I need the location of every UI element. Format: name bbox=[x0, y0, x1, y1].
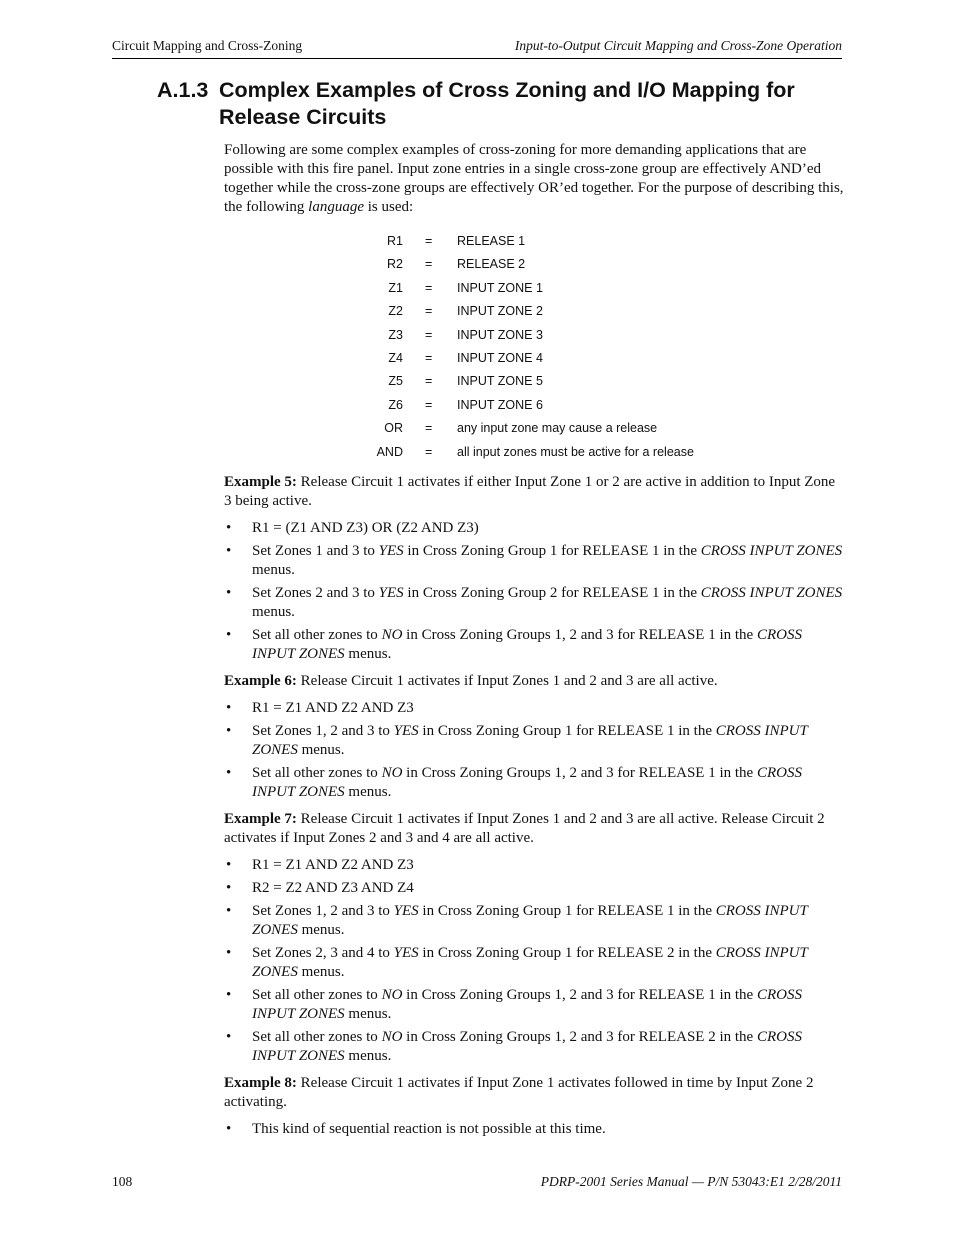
example-label: Example 5: bbox=[224, 473, 297, 490]
page-number: 108 bbox=[112, 1174, 133, 1189]
definition-value: INPUT ZONE 1 bbox=[457, 280, 543, 295]
bullet-text: Set all other zones to bbox=[252, 1028, 382, 1045]
bullet-italic-text: CROSS INPUT ZONES bbox=[252, 626, 802, 662]
bullet-item bbox=[224, 944, 844, 982]
definition-value: INPUT ZONE 5 bbox=[457, 374, 543, 389]
bullet-text: Set all other zones to bbox=[252, 626, 382, 643]
definition-equals: = bbox=[425, 257, 433, 272]
definition-row bbox=[224, 323, 844, 346]
bullet-text: Set Zones 2, 3 and 4 to bbox=[252, 944, 394, 961]
bullet-item bbox=[224, 1028, 844, 1066]
bullet-text: in Cross Zoning Group 1 for RELEASE 2 in the bbox=[418, 944, 716, 961]
bullet-item bbox=[224, 764, 844, 802]
intro-text-end: is used: bbox=[363, 199, 414, 215]
definition-equals: = bbox=[425, 327, 433, 342]
definition-key: Z3 bbox=[388, 327, 403, 342]
example-label: Example 8: bbox=[224, 1074, 297, 1091]
header-section: Input-to-Output Circuit Mapping and Cross-Zone Operation bbox=[514, 38, 842, 53]
bullet-text: menus. bbox=[297, 921, 345, 938]
example-label: Example 6: bbox=[224, 672, 297, 689]
bullet-text: Set Zones 1, 2 and 3 to bbox=[252, 722, 394, 739]
example-text: Release Circuit 1 activates if either Input Zone 1 or 2 are active in addition to Input Zone 3 being active. bbox=[224, 473, 836, 509]
definition-row bbox=[224, 346, 844, 369]
example-bullets bbox=[224, 699, 844, 802]
definition-equals: = bbox=[425, 374, 433, 389]
definition-value: any input zone may cause a release bbox=[457, 421, 658, 436]
example-paragraph bbox=[224, 473, 844, 511]
definition-equals: = bbox=[425, 280, 433, 295]
definition-key: R1 bbox=[387, 234, 403, 248]
bullet-text: Set Zones 2 and 3 to bbox=[252, 584, 379, 601]
definition-key: Z6 bbox=[388, 397, 403, 412]
example-text: Release Circuit 1 activates if Input Zones 1 and 2 and 3 are all active. bbox=[296, 672, 718, 689]
page-header bbox=[112, 38, 842, 59]
definition-equals: = bbox=[425, 421, 433, 436]
definition-value: INPUT ZONE 4 bbox=[457, 350, 543, 365]
definition-row bbox=[224, 416, 844, 439]
bullet-text: Set Zones 1 and 3 to bbox=[252, 542, 379, 559]
example-text: Release Circuit 1 activates if Input Zone 1 activates followed in time by Input Zone 2 activating. bbox=[224, 1074, 814, 1110]
bullet-text: in Cross Zoning Group 1 for RELEASE 1 in the bbox=[418, 722, 716, 739]
bullet-italic-text: YES bbox=[393, 902, 419, 919]
bullet-italic-text: CROSS INPUT ZONES bbox=[700, 542, 843, 559]
bullet-text: in Cross Zoning Groups 1, 2 and 3 for RELEASE 2 in the bbox=[402, 1028, 757, 1045]
definition-equals: = bbox=[425, 234, 433, 248]
example-bullets bbox=[224, 519, 844, 664]
definition-equals: = bbox=[425, 397, 433, 412]
intro-text: Following are some complex examples of cross-zoning for more demanding applications that are possible with this fire panel. Input zone entries in a single cross-zone group are effectively AND’ed together while the cross-zone groups are effectively OR’ed together. For the purpose of describing this, the following bbox=[224, 142, 844, 215]
definition-key: Z5 bbox=[388, 374, 403, 389]
bullet-item bbox=[224, 542, 844, 580]
bullet-italic-text: CROSS INPUT ZONES bbox=[700, 584, 843, 601]
section-body bbox=[224, 141, 844, 1147]
bullet-text: Set all other zones to bbox=[252, 986, 382, 1003]
footer-manual: PDRP-2001 Series Manual — P/N 53043:E1 2/28/2011 bbox=[540, 1174, 842, 1189]
definition-equals: = bbox=[425, 444, 433, 459]
section-title bbox=[157, 77, 857, 131]
definition-key: Z2 bbox=[388, 304, 403, 319]
example-bullets bbox=[224, 1120, 844, 1139]
bullet-italic-text: YES bbox=[378, 542, 404, 559]
bullet-italic-text: CROSS INPUT ZONES bbox=[252, 902, 808, 938]
definition-row bbox=[224, 369, 844, 392]
bullet-text: R1 = Z1 AND Z2 AND Z3 bbox=[252, 856, 414, 873]
bullet-text: in Cross Zoning Groups 1, 2 and 3 for RELEASE 1 in the bbox=[402, 626, 757, 643]
bullet-text: R1 = Z1 AND Z2 AND Z3 bbox=[252, 699, 414, 716]
definition-value: all input zones must be active for a release bbox=[457, 444, 694, 459]
bullet-text: Set all other zones to bbox=[252, 764, 382, 781]
bullet-italic-text: CROSS INPUT ZONES bbox=[252, 1028, 802, 1064]
bullet-text: in Cross Zoning Group 1 for RELEASE 1 in the bbox=[403, 542, 701, 559]
bullet-italic-text: NO bbox=[381, 764, 403, 781]
definitions-table bbox=[224, 229, 844, 463]
definition-equals: = bbox=[425, 304, 433, 319]
definition-row bbox=[224, 440, 844, 463]
section-title-line1: Complex Examples of Cross Zoning and I/O Mapping for bbox=[219, 78, 795, 102]
bullet-text: Set Zones 1, 2 and 3 to bbox=[252, 902, 394, 919]
example-bullets bbox=[224, 856, 844, 1066]
bullet-text: menus. bbox=[297, 963, 345, 980]
definition-key: R2 bbox=[387, 257, 403, 272]
bullet-text: menus. bbox=[344, 645, 392, 662]
bullet-text: in Cross Zoning Groups 1, 2 and 3 for RELEASE 1 in the bbox=[402, 764, 757, 781]
definition-value: INPUT ZONE 6 bbox=[457, 397, 543, 412]
example-label: Example 7: bbox=[224, 810, 297, 827]
bullet-text: menus. bbox=[252, 603, 295, 620]
bullet-italic-text: NO bbox=[381, 1028, 403, 1045]
bullet-text: This kind of sequential reaction is not possible at this time. bbox=[252, 1120, 606, 1137]
definition-value: RELEASE 2 bbox=[457, 257, 526, 272]
examples bbox=[224, 473, 844, 1139]
definition-value: INPUT ZONE 2 bbox=[457, 304, 543, 319]
bullet-item bbox=[224, 722, 844, 760]
example-text: Release Circuit 1 activates if Input Zones 1 and 2 and 3 are all active. Release Circuit 2 activates if Input Zones 2 and 3 and 4 are all active. bbox=[224, 810, 825, 846]
bullet-text: R1 = (Z1 AND Z3) OR (Z2 AND Z3) bbox=[252, 519, 479, 536]
definition-value: INPUT ZONE 3 bbox=[457, 327, 543, 342]
example-paragraph bbox=[224, 1074, 844, 1112]
definition-value: RELEASE 1 bbox=[457, 234, 526, 248]
definition-row bbox=[224, 276, 844, 299]
definition-row bbox=[224, 229, 844, 252]
bullet-item bbox=[224, 986, 844, 1024]
definition-row bbox=[224, 299, 844, 322]
bullet-text: menus. bbox=[297, 741, 345, 758]
section-number: A.1.3 bbox=[157, 78, 209, 102]
intro-paragraph bbox=[224, 141, 844, 217]
header-chapter: Circuit Mapping and Cross-Zoning bbox=[112, 38, 303, 53]
bullet-text: menus. bbox=[344, 783, 392, 800]
definition-key: AND bbox=[376, 444, 403, 459]
bullet-item bbox=[224, 902, 844, 940]
bullet-italic-text: CROSS INPUT ZONES bbox=[252, 764, 802, 800]
example-paragraph bbox=[224, 810, 844, 848]
bullet-item bbox=[224, 519, 844, 538]
bullet-item bbox=[224, 584, 844, 622]
bullet-italic-text: CROSS INPUT ZONES bbox=[252, 944, 808, 980]
definition-key: OR bbox=[384, 421, 403, 436]
bullet-italic-text: NO bbox=[381, 986, 403, 1003]
example-paragraph bbox=[224, 672, 844, 691]
definition-row bbox=[224, 252, 844, 275]
bullet-italic-text: YES bbox=[393, 944, 419, 961]
intro-italic: language bbox=[308, 199, 364, 215]
definition-row bbox=[224, 393, 844, 416]
section-title-line2: Release Circuits bbox=[219, 105, 387, 129]
definition-equals: = bbox=[425, 350, 433, 365]
bullet-item bbox=[224, 856, 844, 875]
bullet-italic-text: YES bbox=[378, 584, 404, 601]
bullet-item bbox=[224, 626, 844, 664]
bullet-text: menus. bbox=[344, 1005, 392, 1022]
bullet-text: in Cross Zoning Group 2 for RELEASE 1 in the bbox=[403, 584, 701, 601]
bullet-text: R2 = Z2 AND Z3 AND Z4 bbox=[252, 879, 414, 896]
bullet-item bbox=[224, 699, 844, 718]
bullet-text: in Cross Zoning Group 1 for RELEASE 1 in the bbox=[418, 902, 716, 919]
bullet-italic-text: YES bbox=[393, 722, 419, 739]
bullet-text: in Cross Zoning Groups 1, 2 and 3 for RELEASE 1 in the bbox=[402, 986, 757, 1003]
bullet-italic-text: NO bbox=[381, 626, 403, 643]
bullet-italic-text: CROSS INPUT ZONES bbox=[252, 722, 808, 758]
bullet-text: menus. bbox=[344, 1047, 392, 1064]
bullet-item bbox=[224, 879, 844, 898]
bullet-italic-text: CROSS INPUT ZONES bbox=[252, 986, 802, 1022]
definition-key: Z4 bbox=[388, 350, 403, 365]
bullet-text: menus. bbox=[252, 561, 295, 578]
bullet-item bbox=[224, 1120, 844, 1139]
definition-key: Z1 bbox=[388, 280, 403, 295]
